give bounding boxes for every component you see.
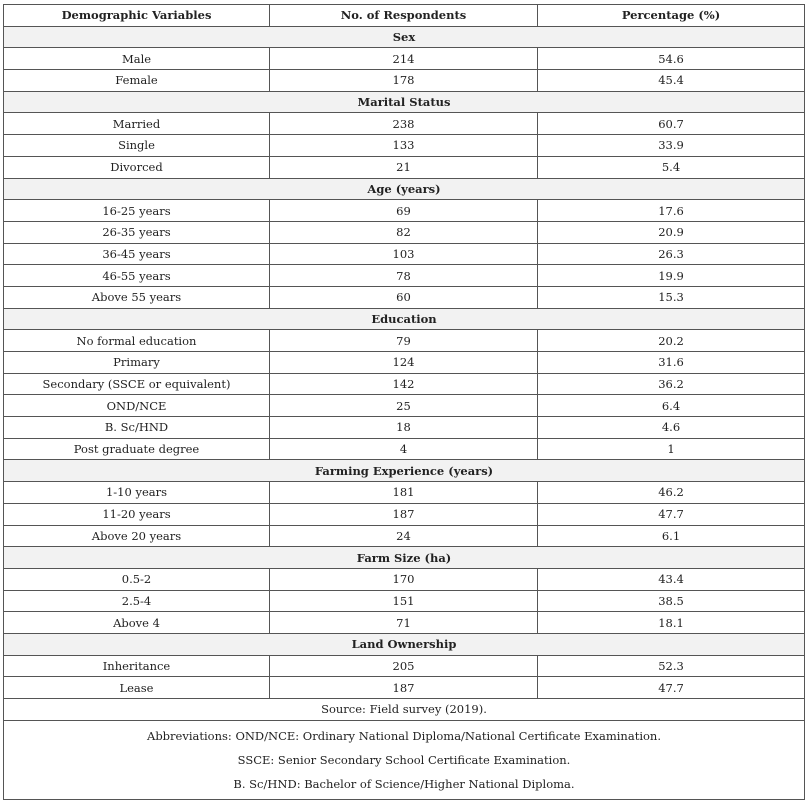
abbreviation-note: Abbreviations: OND/NCE: Ordinary National Diploma/National Certificate Examination. xyxy=(147,728,661,743)
section-title: Age (years) xyxy=(4,178,805,200)
table-row xyxy=(4,70,805,92)
respondents-cell: 4 xyxy=(270,438,538,460)
section-title: Education xyxy=(4,308,805,330)
variable-cell: Female xyxy=(4,70,270,92)
respondents-cell: 214 xyxy=(270,48,538,70)
table-row xyxy=(4,243,805,265)
variable-cell: 1-10 years xyxy=(4,482,270,504)
table-row xyxy=(4,612,805,634)
percentage-cell: 45.4 xyxy=(538,70,805,92)
header-demographic-variables: Demographic Variables xyxy=(4,5,270,27)
variable-cell: B. Sc/HND xyxy=(4,417,270,439)
section-row xyxy=(4,547,805,569)
section-title: Land Ownership xyxy=(4,633,805,655)
section-title: Farming Experience (years) xyxy=(4,460,805,482)
section-row xyxy=(4,26,805,48)
percentage-cell: 36.2 xyxy=(538,373,805,395)
respondents-cell: 82 xyxy=(270,221,538,243)
source-note: Source: Field survey (2019). xyxy=(4,699,805,721)
percentage-cell: 46.2 xyxy=(538,482,805,504)
table-row xyxy=(4,352,805,374)
table-row xyxy=(4,330,805,352)
table-row xyxy=(4,590,805,612)
percentage-cell: 38.5 xyxy=(538,590,805,612)
table-body xyxy=(4,26,805,698)
percentage-cell: 6.4 xyxy=(538,395,805,417)
table-row xyxy=(4,482,805,504)
variable-cell: Inheritance xyxy=(4,655,270,677)
variable-cell: Lease xyxy=(4,677,270,699)
respondents-cell: 205 xyxy=(270,655,538,677)
variable-cell: 2.5-4 xyxy=(4,590,270,612)
respondents-cell: 103 xyxy=(270,243,538,265)
variable-cell: 26-35 years xyxy=(4,221,270,243)
respondents-cell: 18 xyxy=(270,417,538,439)
table-row xyxy=(4,200,805,222)
variable-cell: Above 55 years xyxy=(4,286,270,308)
header-row xyxy=(4,5,805,27)
table-row xyxy=(4,286,805,308)
section-row xyxy=(4,633,805,655)
respondents-cell: 78 xyxy=(270,265,538,287)
respondents-cell: 181 xyxy=(270,482,538,504)
variable-cell: 16-25 years xyxy=(4,200,270,222)
percentage-cell: 52.3 xyxy=(538,655,805,677)
table-row xyxy=(4,135,805,157)
respondents-cell: 133 xyxy=(270,135,538,157)
percentage-cell: 19.9 xyxy=(538,265,805,287)
section-row xyxy=(4,308,805,330)
variable-cell: 36-45 years xyxy=(4,243,270,265)
respondents-cell: 238 xyxy=(270,113,538,135)
table-row xyxy=(4,503,805,525)
table-row xyxy=(4,265,805,287)
section-title: Marital Status xyxy=(4,91,805,113)
percentage-cell: 18.1 xyxy=(538,612,805,634)
table-row xyxy=(4,525,805,547)
percentage-cell: 60.7 xyxy=(538,113,805,135)
variable-cell: Single xyxy=(4,135,270,157)
variable-cell: 11-20 years xyxy=(4,503,270,525)
table-row xyxy=(4,568,805,590)
demographics-table xyxy=(3,4,805,800)
percentage-cell: 6.1 xyxy=(538,525,805,547)
respondents-cell: 187 xyxy=(270,677,538,699)
source-row xyxy=(4,699,805,721)
respondents-cell: 187 xyxy=(270,503,538,525)
variable-cell: Male xyxy=(4,48,270,70)
respondents-cell: 79 xyxy=(270,330,538,352)
percentage-cell: 1 xyxy=(538,438,805,460)
variable-cell: No formal education xyxy=(4,330,270,352)
percentage-cell: 15.3 xyxy=(538,286,805,308)
table-row xyxy=(4,113,805,135)
variable-cell: Secondary (SSCE or equivalent) xyxy=(4,373,270,395)
abbreviations-cell xyxy=(4,720,805,799)
percentage-cell: 54.6 xyxy=(538,48,805,70)
respondents-cell: 60 xyxy=(270,286,538,308)
percentage-cell: 31.6 xyxy=(538,352,805,374)
respondents-cell: 24 xyxy=(270,525,538,547)
section-row xyxy=(4,178,805,200)
section-row xyxy=(4,91,805,113)
percentage-cell: 5.4 xyxy=(538,156,805,178)
abbreviation-note: B. Sc/HND: Bachelor of Science/Higher National Diploma. xyxy=(233,776,575,791)
percentage-cell: 47.7 xyxy=(538,677,805,699)
percentage-cell: 20.9 xyxy=(538,221,805,243)
respondents-cell: 124 xyxy=(270,352,538,374)
header-no-of-respondents: No. of Respondents xyxy=(270,5,538,27)
respondents-cell: 151 xyxy=(270,590,538,612)
variable-cell: Post graduate degree xyxy=(4,438,270,460)
respondents-cell: 170 xyxy=(270,568,538,590)
variable-cell: Primary xyxy=(4,352,270,374)
section-row xyxy=(4,460,805,482)
table-row xyxy=(4,438,805,460)
table-row xyxy=(4,655,805,677)
section-title: Sex xyxy=(4,26,805,48)
percentage-cell: 33.9 xyxy=(538,135,805,157)
percentage-cell: 20.2 xyxy=(538,330,805,352)
respondents-cell: 21 xyxy=(270,156,538,178)
table-row xyxy=(4,221,805,243)
abbreviation-note: SSCE: Senior Secondary School Certificate Examination. xyxy=(237,752,571,767)
section-title: Farm Size (ha) xyxy=(4,547,805,569)
respondents-cell: 25 xyxy=(270,395,538,417)
table-row xyxy=(4,373,805,395)
respondents-cell: 178 xyxy=(270,70,538,92)
variable-cell: OND/NCE xyxy=(4,395,270,417)
variable-cell: 46-55 years xyxy=(4,265,270,287)
table-row xyxy=(4,417,805,439)
table-row xyxy=(4,156,805,178)
table-row xyxy=(4,48,805,70)
respondents-cell: 142 xyxy=(270,373,538,395)
variable-cell: Married xyxy=(4,113,270,135)
variable-cell: Divorced xyxy=(4,156,270,178)
respondents-cell: 71 xyxy=(270,612,538,634)
variable-cell: 0.5-2 xyxy=(4,568,270,590)
table-row xyxy=(4,395,805,417)
table-row xyxy=(4,677,805,699)
percentage-cell: 17.6 xyxy=(538,200,805,222)
percentage-cell: 43.4 xyxy=(538,568,805,590)
percentage-cell: 26.3 xyxy=(538,243,805,265)
variable-cell: Above 4 xyxy=(4,612,270,634)
respondents-cell: 69 xyxy=(270,200,538,222)
percentage-cell: 4.6 xyxy=(538,417,805,439)
header-percentage: Percentage (%) xyxy=(538,5,805,27)
abbreviations-row xyxy=(4,720,805,799)
variable-cell: Above 20 years xyxy=(4,525,270,547)
percentage-cell: 47.7 xyxy=(538,503,805,525)
